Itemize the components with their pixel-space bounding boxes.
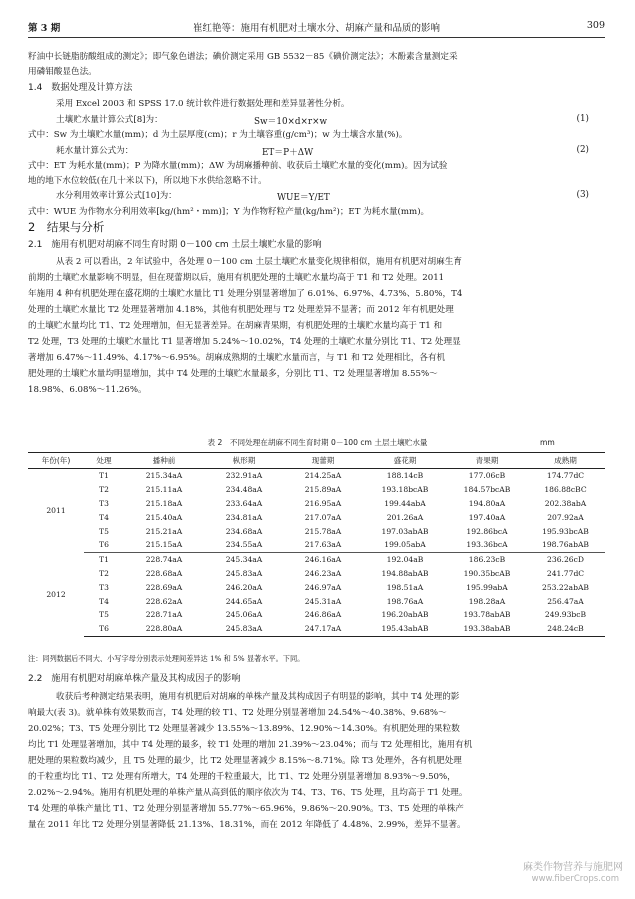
- value-cell: 199.05abA: [362, 538, 448, 552]
- col-header-treatment: 处理: [84, 453, 124, 469]
- equation-2: ET＝P＋ΔW: [262, 148, 314, 158]
- col-header-year: 年份(年): [28, 453, 84, 469]
- value-cell: 216.95aA: [304, 498, 342, 508]
- equation-number-3: (3): [576, 190, 589, 200]
- col-header-stage: 播种前: [124, 453, 204, 469]
- body-line: 著增加 6.47%～11.49%、4.17%～6.95%。胡麻成熟期的土壤贮水量而言，与 T1 和 T2 处理相比，各有机: [28, 353, 446, 363]
- value-cell: 246.16aA: [304, 555, 342, 565]
- section-heading-1-4: 1.4 数据处理及计算方法: [28, 83, 133, 93]
- col-header-stage: 成熟期: [526, 453, 605, 469]
- body-line: 的千粒重均比 T1、T2 处理有所增大，T4 处理的千粒重最大，比 T1、T2 处理分别显著增加 8.93%～9.50%，: [28, 772, 456, 782]
- value-cell: 228.62aA: [145, 596, 183, 606]
- table-row: [28, 594, 605, 608]
- col-header-stage: 现蕾期: [284, 453, 362, 469]
- value-cell: 192.04aB: [386, 555, 424, 565]
- treatment-cell: T6: [84, 538, 124, 552]
- treatment-cell: T1: [99, 555, 109, 565]
- value-cell: 215.40aA: [145, 512, 183, 522]
- value-cell: 234.68aA: [225, 526, 263, 536]
- table-row: [28, 580, 605, 594]
- body-line: 水分利用效率计算公式[10]为：: [56, 191, 177, 201]
- treatment-cell: T4: [99, 512, 109, 522]
- value-cell: 245.34aA: [225, 555, 263, 565]
- body-line: T4 处理的单株产量比 T1、T2 处理分别显著增加 55.77%～65.96%，9.86%～20.90%。T3、T5 处理的单株产: [28, 804, 464, 814]
- body-line: 2.02%～2.94%。施用有机肥处理的单株产量从高到低的顺序依次为 T4、T3、T6、T5 处理，且均高于 T1 处理。: [28, 788, 468, 798]
- col-header-stage: 青果期: [448, 453, 526, 469]
- col-header-stage: 盛花期: [362, 453, 448, 469]
- value-cell: 194.80aA: [468, 498, 506, 508]
- body-line: 籽油中长链脂肪酸组成的测定》；即气象色谱法；碘价测定采用 GB 5532－85《碘价测定法》；木酚素含量测定采: [28, 52, 458, 62]
- table-row: [28, 469, 605, 483]
- body-line: 肥处理的果粒数均减少，且 T5 处理的最少，比 T2 处理显著减少 8.15%～8.71%。除 T3 处理外，各有机肥处理: [28, 756, 462, 766]
- value-cell: 215.18aA: [145, 498, 183, 508]
- table-note: 注：同列数据后不同大、小写字母分别表示处理间差异达 1% 和 5% 显著水平。下同。: [28, 654, 305, 663]
- watermark-url: www.fiberCrops.com: [531, 874, 619, 884]
- value-cell: 195.93bcAB: [542, 526, 589, 536]
- value-cell: 241.77dC: [546, 568, 585, 578]
- value-cell: 245.83aA: [204, 622, 284, 636]
- value-cell: 228.68aA: [145, 568, 183, 578]
- value-cell: 193.18bcAB: [381, 485, 429, 495]
- value-cell: 199.44abA: [384, 498, 426, 508]
- treatment-cell: T2: [99, 568, 109, 578]
- value-cell: 198.28aA: [468, 596, 506, 606]
- value-cell: 194.88abAB: [381, 568, 429, 578]
- value-cell: 248.24cB: [526, 622, 605, 636]
- value-cell: 198.76abAB: [526, 538, 605, 552]
- value-cell: 228.80aA: [124, 622, 204, 636]
- body-line: 收获后考种测定结果表明，施用有机肥后对胡麻的单株产量及其构成因子有明显的影响，其中 T4 处理的影: [56, 692, 460, 702]
- value-cell: 177.06cB: [468, 471, 506, 481]
- table-row: [28, 538, 605, 552]
- table-row: [28, 524, 605, 538]
- treatment-cell: T2: [99, 485, 109, 495]
- value-cell: 207.92aA: [547, 512, 584, 522]
- year-cell: 2012: [46, 589, 66, 599]
- value-cell: 184.57bcAB: [463, 485, 511, 495]
- table-row: [28, 622, 605, 636]
- table-row: [28, 552, 605, 566]
- value-cell: 215.89aA: [304, 485, 342, 495]
- body-line: 从表 2 可以看出，2 年试验中，各处理 0－100 cm 土层土壤贮水量变化规律相似，施用有机肥对胡麻生育: [56, 257, 462, 267]
- value-cell: 197.03abAB: [381, 526, 429, 536]
- issue-number: 第 3 期: [28, 23, 61, 34]
- treatment-cell: T3: [99, 498, 109, 508]
- value-cell: 196.20abAB: [381, 610, 429, 620]
- page-header: [28, 20, 605, 34]
- page-number: 309: [586, 20, 605, 31]
- value-cell: 192.86bcA: [466, 526, 508, 536]
- treatment-cell: T4: [99, 596, 109, 606]
- treatment-cell: T1: [99, 471, 109, 481]
- table-row: [28, 497, 605, 511]
- running-title: 崔红艳等：施用有机肥对土壤水分、胡麻产量和品质的影响: [192, 23, 440, 34]
- col-header-stage: 枞形期: [204, 453, 284, 469]
- value-cell: 253.22abAB: [541, 582, 590, 592]
- body-line: 20.02%；T3、T5 处理分别比 T2 处理显著减少 13.55%～13.89%、12.90%～14.30%。有机肥处理的果粒数: [28, 724, 460, 734]
- section-heading-2-2: 2.2 施用有机肥对胡麻单株产量及其构成因子的影响: [28, 674, 241, 684]
- value-cell: 232.91aA: [225, 471, 263, 481]
- body-line: 处理的土壤贮水量比 T2 处理显著增加 4.18%，其他有机肥处理与 T2 处理差异不显著；而 2012 年有机肥处理: [28, 305, 454, 315]
- value-cell: 246.20aA: [225, 582, 263, 592]
- body-line: 18.98%、6.08%～11.26%。: [28, 385, 147, 395]
- value-cell: 228.69aA: [145, 582, 183, 592]
- treatment-cell: T5: [99, 610, 109, 620]
- body-line: 采用 Excel 2003 和 SPSS 17.0 统计软件进行数据处理和差异显著性分析。: [56, 99, 350, 109]
- body-line: 年施用 4 种有机肥处理在盛花期的土壤贮水量比 T1 处理分别显著增加了 6.01%、6.97%、4.73%、5.80%，T4: [28, 289, 463, 299]
- treatment-cell: T5: [99, 526, 109, 536]
- value-cell: 215.21aA: [145, 526, 183, 536]
- value-cell: 198.51aA: [386, 582, 424, 592]
- value-cell: 195.43abAB: [362, 622, 448, 636]
- value-cell: 228.74aA: [145, 555, 183, 565]
- value-cell: 233.64aA: [225, 498, 263, 508]
- value-cell: 193.38abAB: [448, 622, 526, 636]
- body-line: 前期的土壤贮水量影响不明显，但在现蕾期以后，施用有机肥处理的土壤贮水量均高于 T1 和 T2 处理。2011: [28, 273, 445, 283]
- body-line: 耗水量计算公式为：: [56, 146, 134, 156]
- value-cell: 246.23aA: [304, 568, 342, 578]
- value-cell: 228.71aA: [145, 610, 183, 620]
- value-cell: 186.88cBC: [544, 485, 587, 495]
- value-cell: 215.15aA: [124, 538, 204, 552]
- body-line: 式中：WUE 为作物水分利用效率[kg/(hm²・mm)]；Y 为作物籽粒产量(kg/hm²)；ET 为耗水量(mm)。: [28, 207, 430, 217]
- body-line: 式中：ET 为耗水量(mm)；P 为降水量(mm)；ΔW 为胡麻播种前、收获后土壤贮水量的变化(mm)。因为试验: [28, 161, 448, 171]
- section-heading-2-1: 2.1 施用有机肥对胡麻不同生育时期 0－100 cm 土层土壤贮水量的影响: [28, 240, 322, 250]
- equation-3: WUE＝Y/ET: [277, 193, 330, 203]
- body-line: 均比 T1 处理显著增加，其中 T4 处理的最多，较 T1 处理的增加 21.39%～23.04%；而与 T2 处理相比，施用有机: [28, 740, 473, 750]
- value-cell: 214.25aA: [304, 471, 342, 481]
- value-cell: 195.99abA: [466, 582, 508, 592]
- treatment-cell: T3: [99, 582, 109, 592]
- value-cell: 234.48aA: [225, 485, 263, 495]
- value-cell: 245.31aA: [304, 596, 342, 606]
- header-rule: [28, 37, 605, 38]
- equation-number-2: (2): [576, 145, 589, 155]
- value-cell: 215.78aA: [304, 526, 342, 536]
- value-cell: 245.83aA: [225, 568, 263, 578]
- value-cell: 217.63aA: [284, 538, 362, 552]
- value-cell: 234.81aA: [225, 512, 263, 522]
- body-line: 用磷钼酸显色法。: [28, 67, 97, 77]
- value-cell: 193.36bcA: [448, 538, 526, 552]
- value-cell: 193.78abAB: [463, 610, 511, 620]
- value-cell: 249.93bcB: [544, 610, 587, 620]
- value-cell: 215.11aA: [145, 485, 183, 495]
- value-cell: 198.76aA: [386, 596, 424, 606]
- value-cell: 246.97aA: [304, 582, 342, 592]
- value-cell: 186.23cB: [468, 555, 506, 565]
- value-cell: 256.47aA: [547, 596, 584, 606]
- body-line: 的土壤贮水量均比 T1、T2 处理增加，但无显著差异。在胡麻青果期，有机肥处理的土壤贮水量均高于 T1 和: [28, 321, 443, 331]
- treatment-cell: T6: [84, 622, 124, 636]
- table-row: [28, 510, 605, 524]
- section-heading-2: 2 结果与分析: [28, 220, 105, 234]
- watermark-title: 麻类作物营养与施肥网: [523, 862, 623, 873]
- table-row: [28, 567, 605, 581]
- value-cell: 215.34aA: [145, 471, 183, 481]
- body-line: 响最大(表 3)。就单株有效果数而言，T4 处理的较 T1、T2 处理分别显著增加 24.54%～40.38%、9.68%～: [28, 708, 447, 718]
- body-line: 量在 2011 年比 T2 处理分别显著降低 21.13%、18.31%，而在 2012 年降低了 4.48%、2.99%，差异不显著。: [28, 820, 466, 830]
- value-cell: 201.26aA: [386, 512, 424, 522]
- value-cell: 234.55aA: [204, 538, 284, 552]
- table-row: [28, 483, 605, 497]
- value-cell: 202.38abA: [544, 498, 587, 508]
- value-cell: 174.77dC: [546, 471, 585, 481]
- body-line: 肥处理的土壤贮水量均明显增加，其中 T4 处理的土壤贮水量最多，分别比 T1、T2 处理显著增加 8.55%～: [28, 369, 438, 379]
- equation-1: Sw＝10×d×r×w: [254, 117, 328, 127]
- value-cell: 244.65aA: [225, 596, 263, 606]
- value-cell: 247.17aA: [284, 622, 362, 636]
- value-cell: 246.86aA: [304, 610, 342, 620]
- value-cell: 197.40aA: [468, 512, 506, 522]
- table-header-row: [28, 453, 605, 469]
- value-cell: 245.06aA: [225, 610, 263, 620]
- body-line: 式中：Sw 为土壤贮水量(mm)；d 为土层厚度(cm)；r 为土壤容重(g/cm³)；w 为土壤含水量(%)。: [28, 130, 408, 140]
- table-row: [28, 608, 605, 622]
- body-line: 土壤贮水量计算公式[8]为：: [56, 115, 163, 125]
- value-cell: 190.35bcAB: [463, 568, 511, 578]
- value-cell: 236.26cD: [547, 555, 584, 565]
- table-unit: mm: [540, 438, 555, 447]
- year-cell: 2011: [46, 506, 66, 516]
- body-line: 地的地下水位较低(在几十米以下)，所以地下水供给忽略不计。: [28, 176, 267, 186]
- value-cell: 188.14cB: [386, 471, 424, 481]
- data-table: [28, 452, 605, 637]
- value-cell: 217.07aA: [304, 512, 342, 522]
- body-line: T2 处理，T3 处理的土壤贮水量比 T1 显著增加 5.24%～10.02%，T4 处理的土壤贮水量分别比 T1、T2 处理显: [28, 337, 461, 347]
- equation-number-1: (1): [576, 114, 589, 124]
- table-caption: 表 2 不同处理在胡麻不同生育时期 0－100 cm 土层土壤贮水量: [207, 438, 428, 447]
